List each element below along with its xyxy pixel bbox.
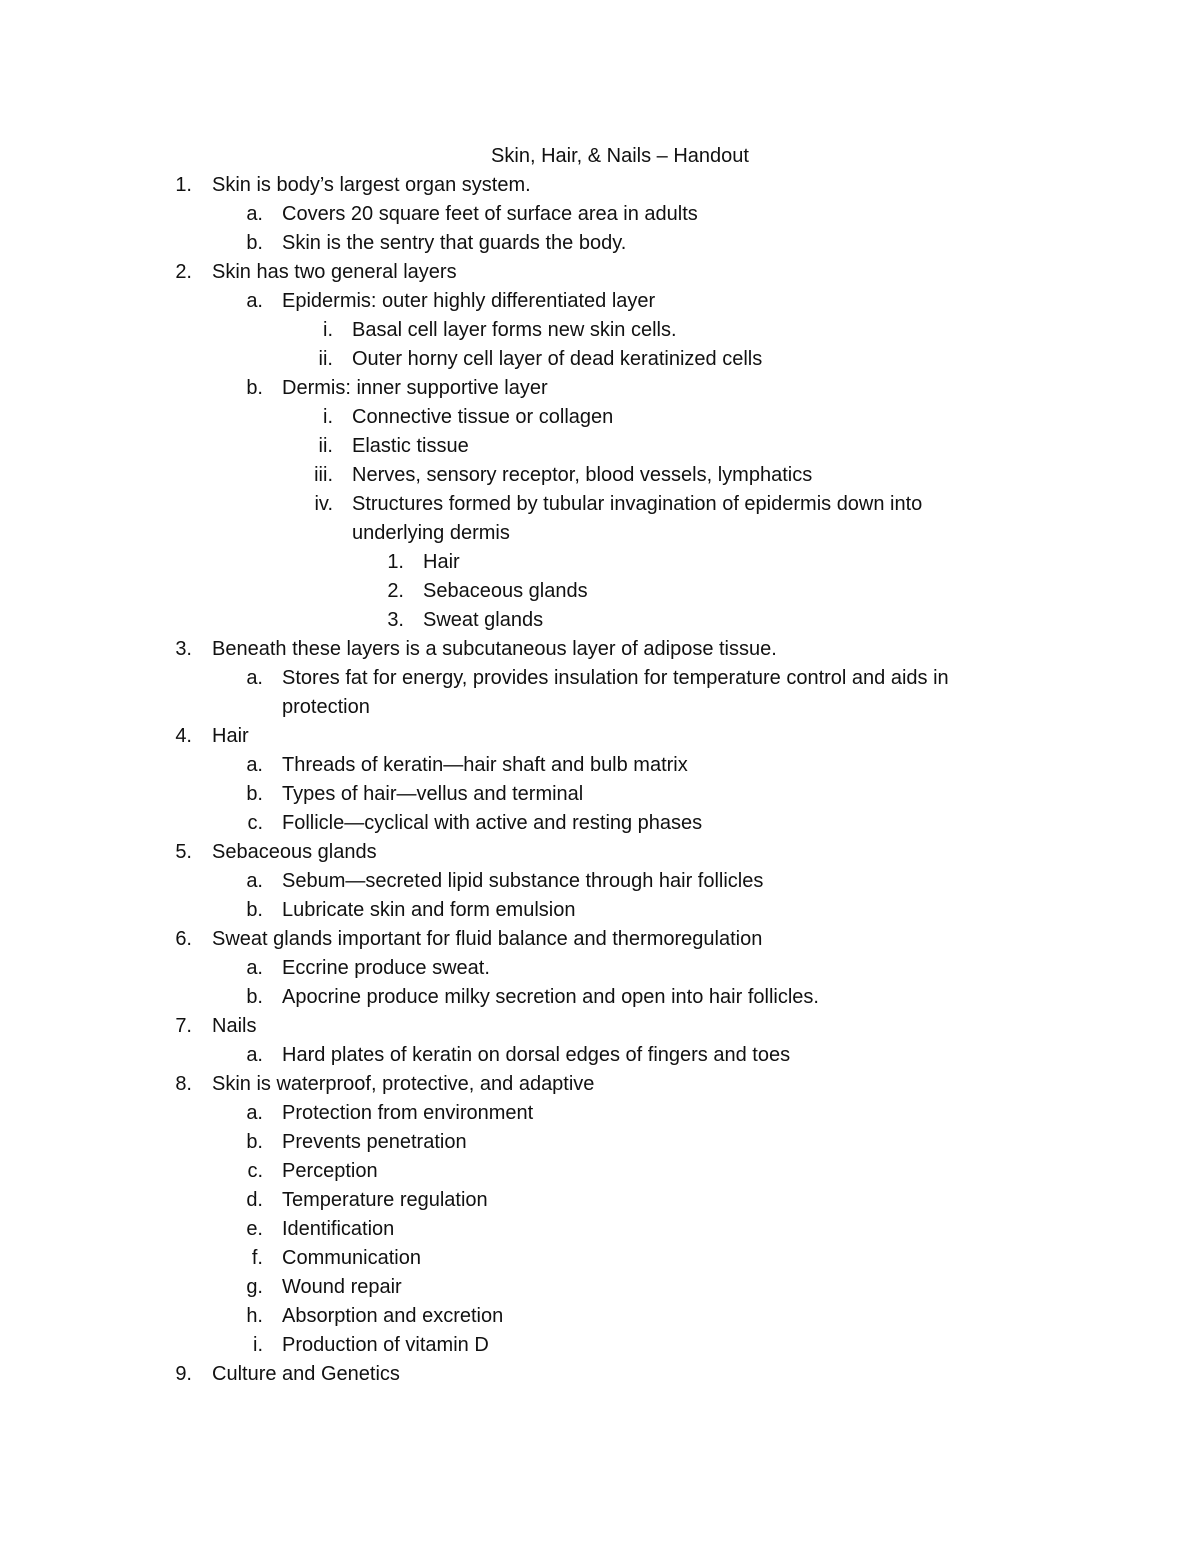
- outline-text: Elastic tissue: [352, 435, 469, 457]
- outline-marker: a.: [246, 957, 263, 979]
- outline-text: Lubricate skin and form emulsion: [282, 899, 576, 921]
- outline-marker: iii.: [314, 464, 333, 486]
- outline-marker: b.: [246, 377, 263, 399]
- outline-marker: d.: [246, 1189, 263, 1211]
- outline-marker: c.: [247, 1160, 263, 1182]
- outline-text: underlying dermis: [352, 522, 510, 544]
- outline-marker: 7.: [175, 1015, 192, 1037]
- outline-marker: a.: [246, 870, 263, 892]
- outline-marker: b.: [246, 783, 263, 805]
- outline-marker: h.: [246, 1305, 263, 1327]
- outline-marker: a.: [246, 667, 263, 689]
- outline-text: Apocrine produce milky secretion and open into hair follicles.: [282, 986, 819, 1008]
- outline-marker: 9.: [175, 1363, 192, 1385]
- outline-text: Skin is the sentry that guards the body.: [282, 232, 627, 254]
- outline-marker: c.: [247, 812, 263, 834]
- outline-marker: 4.: [175, 725, 192, 747]
- outline-text: Beneath these layers is a subcutaneous layer of adipose tissue.: [212, 638, 777, 660]
- outline-text: Follicle—cyclical with active and resting phases: [282, 812, 703, 834]
- outline-text: Sweat glands: [423, 609, 544, 631]
- outline-marker: e.: [246, 1218, 263, 1240]
- outline-text: Absorption and excretion: [282, 1305, 504, 1327]
- outline-text: Hair: [212, 725, 249, 747]
- outline-text: Skin is waterproof, protective, and adaptive: [212, 1073, 595, 1095]
- outline-text: Skin has two general layers: [212, 261, 457, 283]
- outline-marker: 6.: [175, 928, 192, 950]
- outline-marker: b.: [246, 986, 263, 1008]
- outline-marker: i.: [253, 1334, 263, 1356]
- outline-marker: b.: [246, 899, 263, 921]
- outline-marker: g.: [246, 1276, 263, 1298]
- outline-marker: a.: [246, 203, 263, 225]
- outline-text: Wound repair: [282, 1276, 402, 1298]
- outline-text: Nails: [212, 1015, 257, 1037]
- outline-marker: a.: [246, 754, 263, 776]
- outline-text: Hair: [423, 551, 460, 573]
- outline-marker: b.: [246, 232, 263, 254]
- outline-text: Nerves, sensory receptor, blood vessels, lymphatics: [352, 464, 813, 486]
- outline-text: Identification: [282, 1218, 395, 1240]
- outline-marker: 1.: [175, 174, 192, 196]
- outline-marker: a.: [246, 1044, 263, 1066]
- outline-marker: 8.: [175, 1073, 192, 1095]
- outline-text: Culture and Genetics: [212, 1363, 400, 1385]
- outline-marker: 1.: [387, 551, 404, 573]
- outline-marker: b.: [246, 1131, 263, 1153]
- outline-text: Epidermis: outer highly differentiated layer: [282, 290, 656, 312]
- outline-text: Production of vitamin D: [282, 1334, 489, 1356]
- outline-text: Structures formed by tubular invagination of epidermis down into: [352, 493, 923, 515]
- outline-marker: f.: [251, 1247, 263, 1269]
- outline-text: Temperature regulation: [282, 1189, 488, 1211]
- outline-text: Protection from environment: [282, 1102, 534, 1124]
- outline-marker: a.: [246, 290, 263, 312]
- outline-marker: ii.: [318, 348, 333, 370]
- outline-marker: iv.: [314, 493, 333, 515]
- document-title: Skin, Hair, & Nails – Handout: [491, 145, 749, 167]
- outline-text: Types of hair—vellus and terminal: [282, 783, 584, 805]
- outline-text: Basal cell layer forms new skin cells.: [352, 319, 677, 341]
- outline-marker: 2.: [175, 261, 192, 283]
- outline-marker: 3.: [175, 638, 192, 660]
- outline-text: protection: [282, 696, 370, 718]
- outline-text: Prevents penetration: [282, 1131, 467, 1153]
- outline-text: Outer horny cell layer of dead keratinized cells: [352, 348, 763, 370]
- outline-text: Covers 20 square feet of surface area in adults: [282, 203, 698, 225]
- outline-text: Skin is body’s largest organ system.: [212, 174, 531, 196]
- outline-marker: 2.: [387, 580, 404, 602]
- outline-text: Sebaceous glands: [212, 841, 377, 863]
- outline-text: Stores fat for energy, provides insulation for temperature control and aids in: [282, 667, 949, 689]
- outline-text: Eccrine produce sweat.: [282, 957, 490, 979]
- outline-marker: a.: [246, 1102, 263, 1124]
- outline-text: Dermis: inner supportive layer: [282, 377, 548, 399]
- outline-text: Sweat glands important for fluid balance and thermoregulation: [212, 928, 763, 950]
- outline-text: Sebum—secreted lipid substance through hair follicles: [282, 870, 764, 892]
- outline-text: Threads of keratin—hair shaft and bulb matrix: [282, 754, 688, 776]
- outline-text: Perception: [282, 1160, 378, 1182]
- outline-text: Communication: [282, 1247, 421, 1269]
- outline-marker: i.: [323, 319, 333, 341]
- outline-marker: 3.: [387, 609, 404, 631]
- outline-text: Connective tissue or collagen: [352, 406, 614, 428]
- outline-marker: i.: [323, 406, 333, 428]
- outline-text: Hard plates of keratin on dorsal edges of fingers and toes: [282, 1044, 791, 1066]
- outline-marker: ii.: [318, 435, 333, 457]
- outline-marker: 5.: [175, 841, 192, 863]
- outline-text: Sebaceous glands: [423, 580, 588, 602]
